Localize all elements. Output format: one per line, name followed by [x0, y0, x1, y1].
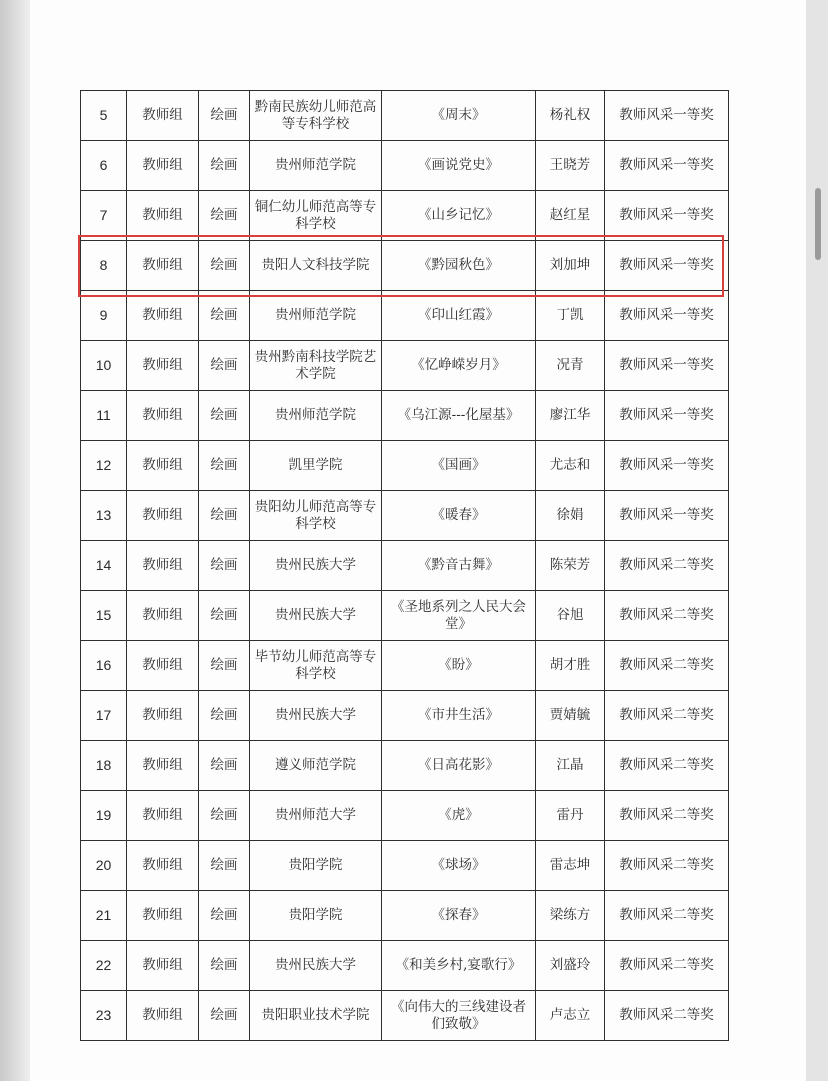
group-cell: 教师组 — [127, 491, 199, 541]
school-cell: 遵义师范学院 — [250, 741, 382, 791]
group-cell: 教师组 — [127, 291, 199, 341]
category-cell: 绘画 — [199, 291, 250, 341]
table-row — [81, 391, 729, 441]
group-cell: 教师组 — [127, 541, 199, 591]
work-title-cell: 《忆峥嵘岁月》 — [382, 341, 536, 391]
work-title-cell: 《周末》 — [382, 91, 536, 141]
work-title-cell: 《向伟大的三线建设者们致敬》 — [382, 991, 536, 1041]
category-cell: 绘画 — [199, 591, 250, 641]
work-title-cell: 《圣地系列之人民大会堂》 — [382, 591, 536, 641]
scrollbar-track[interactable] — [815, 0, 823, 1081]
work-title-cell: 《乌江源---化屋基》 — [382, 391, 536, 441]
table-row — [81, 91, 729, 141]
author-cell: 卢志立 — [536, 991, 605, 1041]
category-cell: 绘画 — [199, 341, 250, 391]
scrollbar-thumb[interactable] — [815, 188, 821, 260]
row-number: 17 — [81, 691, 127, 741]
work-title-cell: 《和美乡村,宴歌行》 — [382, 941, 536, 991]
group-cell: 教师组 — [127, 591, 199, 641]
page-left-margin — [0, 0, 30, 1081]
row-number: 8 — [81, 241, 127, 291]
school-cell: 贵州师范学院 — [250, 391, 382, 441]
table-row — [81, 691, 729, 741]
group-cell: 教师组 — [127, 991, 199, 1041]
work-title-cell: 《国画》 — [382, 441, 536, 491]
award-cell: 教师风采二等奖 — [605, 541, 729, 591]
row-number: 5 — [81, 91, 127, 141]
row-number: 6 — [81, 141, 127, 191]
category-cell: 绘画 — [199, 141, 250, 191]
author-cell: 赵红星 — [536, 191, 605, 241]
author-cell: 况青 — [536, 341, 605, 391]
award-cell: 教师风采一等奖 — [605, 441, 729, 491]
category-cell: 绘画 — [199, 691, 250, 741]
table-row — [81, 941, 729, 991]
school-cell: 贵州黔南科技学院艺术学院 — [250, 341, 382, 391]
author-cell: 陈荣芳 — [536, 541, 605, 591]
category-cell: 绘画 — [199, 91, 250, 141]
awards-table — [80, 90, 729, 1041]
row-number: 13 — [81, 491, 127, 541]
category-cell: 绘画 — [199, 841, 250, 891]
work-title-cell: 《暖春》 — [382, 491, 536, 541]
school-cell: 贵州师范学院 — [250, 291, 382, 341]
row-number: 16 — [81, 641, 127, 691]
author-cell: 贾婧毓 — [536, 691, 605, 741]
work-title-cell: 《印山红霞》 — [382, 291, 536, 341]
school-cell: 铜仁幼儿师范高等专科学校 — [250, 191, 382, 241]
category-cell: 绘画 — [199, 991, 250, 1041]
group-cell: 教师组 — [127, 141, 199, 191]
school-cell: 贵阳幼儿师范高等专科学校 — [250, 491, 382, 541]
school-cell: 贵阳职业技术学院 — [250, 991, 382, 1041]
author-cell: 丁凯 — [536, 291, 605, 341]
school-cell: 贵阳人文科技学院 — [250, 241, 382, 291]
group-cell: 教师组 — [127, 691, 199, 741]
table-row — [81, 291, 729, 341]
work-title-cell: 《日高花影》 — [382, 741, 536, 791]
category-cell: 绘画 — [199, 441, 250, 491]
row-number: 20 — [81, 841, 127, 891]
award-cell: 教师风采二等奖 — [605, 791, 729, 841]
author-cell: 杨礼权 — [536, 91, 605, 141]
group-cell: 教师组 — [127, 791, 199, 841]
awards-table-body — [81, 91, 729, 1041]
row-number: 7 — [81, 191, 127, 241]
category-cell: 绘画 — [199, 391, 250, 441]
category-cell: 绘画 — [199, 641, 250, 691]
school-cell: 贵州师范大学 — [250, 791, 382, 841]
school-cell: 贵州民族大学 — [250, 541, 382, 591]
award-cell: 教师风采二等奖 — [605, 691, 729, 741]
work-title-cell: 《探春》 — [382, 891, 536, 941]
category-cell: 绘画 — [199, 541, 250, 591]
table-row — [81, 141, 729, 191]
group-cell: 教师组 — [127, 891, 199, 941]
work-title-cell: 《黔音古舞》 — [382, 541, 536, 591]
work-title-cell: 《虎》 — [382, 791, 536, 841]
author-cell: 尤志和 — [536, 441, 605, 491]
author-cell: 谷旭 — [536, 591, 605, 641]
group-cell: 教师组 — [127, 341, 199, 391]
category-cell: 绘画 — [199, 191, 250, 241]
table-row — [81, 841, 729, 891]
table-row — [81, 741, 729, 791]
group-cell: 教师组 — [127, 641, 199, 691]
table-row — [81, 241, 729, 291]
table-row — [81, 491, 729, 541]
table-row — [81, 791, 729, 841]
category-cell: 绘画 — [199, 491, 250, 541]
award-cell: 教师风采一等奖 — [605, 391, 729, 441]
row-number: 15 — [81, 591, 127, 641]
school-cell: 贵州民族大学 — [250, 941, 382, 991]
category-cell: 绘画 — [199, 891, 250, 941]
award-cell: 教师风采二等奖 — [605, 891, 729, 941]
award-cell: 教师风采一等奖 — [605, 491, 729, 541]
work-title-cell: 《黔园秋色》 — [382, 241, 536, 291]
award-cell: 教师风采二等奖 — [605, 641, 729, 691]
school-cell: 黔南民族幼儿师范高等专科学校 — [250, 91, 382, 141]
author-cell: 廖江华 — [536, 391, 605, 441]
school-cell: 贵州师范学院 — [250, 141, 382, 191]
school-cell: 贵州民族大学 — [250, 691, 382, 741]
award-cell: 教师风采一等奖 — [605, 91, 729, 141]
author-cell: 雷丹 — [536, 791, 605, 841]
group-cell: 教师组 — [127, 741, 199, 791]
row-number: 10 — [81, 341, 127, 391]
school-cell: 毕节幼儿师范高等专科学校 — [250, 641, 382, 691]
row-number: 14 — [81, 541, 127, 591]
author-cell: 梁练方 — [536, 891, 605, 941]
table-row — [81, 641, 729, 691]
school-cell: 贵州民族大学 — [250, 591, 382, 641]
group-cell: 教师组 — [127, 191, 199, 241]
table-row — [81, 341, 729, 391]
group-cell: 教师组 — [127, 941, 199, 991]
author-cell: 刘盛玲 — [536, 941, 605, 991]
award-cell: 教师风采二等奖 — [605, 741, 729, 791]
author-cell: 刘加坤 — [536, 241, 605, 291]
award-cell: 教师风采一等奖 — [605, 141, 729, 191]
table-row — [81, 591, 729, 641]
table-row — [81, 191, 729, 241]
award-cell: 教师风采一等奖 — [605, 241, 729, 291]
award-cell: 教师风采二等奖 — [605, 991, 729, 1041]
row-number: 22 — [81, 941, 127, 991]
award-cell: 教师风采二等奖 — [605, 941, 729, 991]
work-title-cell: 《山乡记忆》 — [382, 191, 536, 241]
author-cell: 徐娟 — [536, 491, 605, 541]
row-number: 19 — [81, 791, 127, 841]
table-row — [81, 991, 729, 1041]
award-cell: 教师风采一等奖 — [605, 341, 729, 391]
work-title-cell: 《球场》 — [382, 841, 536, 891]
group-cell: 教师组 — [127, 241, 199, 291]
author-cell: 雷志坤 — [536, 841, 605, 891]
row-number: 11 — [81, 391, 127, 441]
table-row — [81, 541, 729, 591]
award-cell: 教师风采一等奖 — [605, 191, 729, 241]
school-cell: 贵阳学院 — [250, 841, 382, 891]
row-number: 9 — [81, 291, 127, 341]
author-cell: 王晓芳 — [536, 141, 605, 191]
group-cell: 教师组 — [127, 391, 199, 441]
row-number: 21 — [81, 891, 127, 941]
author-cell: 胡才胜 — [536, 641, 605, 691]
row-number: 18 — [81, 741, 127, 791]
award-cell: 教师风采二等奖 — [605, 591, 729, 641]
group-cell: 教师组 — [127, 91, 199, 141]
category-cell: 绘画 — [199, 791, 250, 841]
work-title-cell: 《市井生活》 — [382, 691, 536, 741]
work-title-cell: 《画说党史》 — [382, 141, 536, 191]
school-cell: 贵阳学院 — [250, 891, 382, 941]
work-title-cell: 《盼》 — [382, 641, 536, 691]
category-cell: 绘画 — [199, 941, 250, 991]
group-cell: 教师组 — [127, 841, 199, 891]
row-number: 23 — [81, 991, 127, 1041]
award-cell: 教师风采一等奖 — [605, 291, 729, 341]
group-cell: 教师组 — [127, 441, 199, 491]
school-cell: 凯里学院 — [250, 441, 382, 491]
category-cell: 绘画 — [199, 241, 250, 291]
table-row — [81, 441, 729, 491]
award-cell: 教师风采二等奖 — [605, 841, 729, 891]
table-row — [81, 891, 729, 941]
row-number: 12 — [81, 441, 127, 491]
category-cell: 绘画 — [199, 741, 250, 791]
author-cell: 江晶 — [536, 741, 605, 791]
